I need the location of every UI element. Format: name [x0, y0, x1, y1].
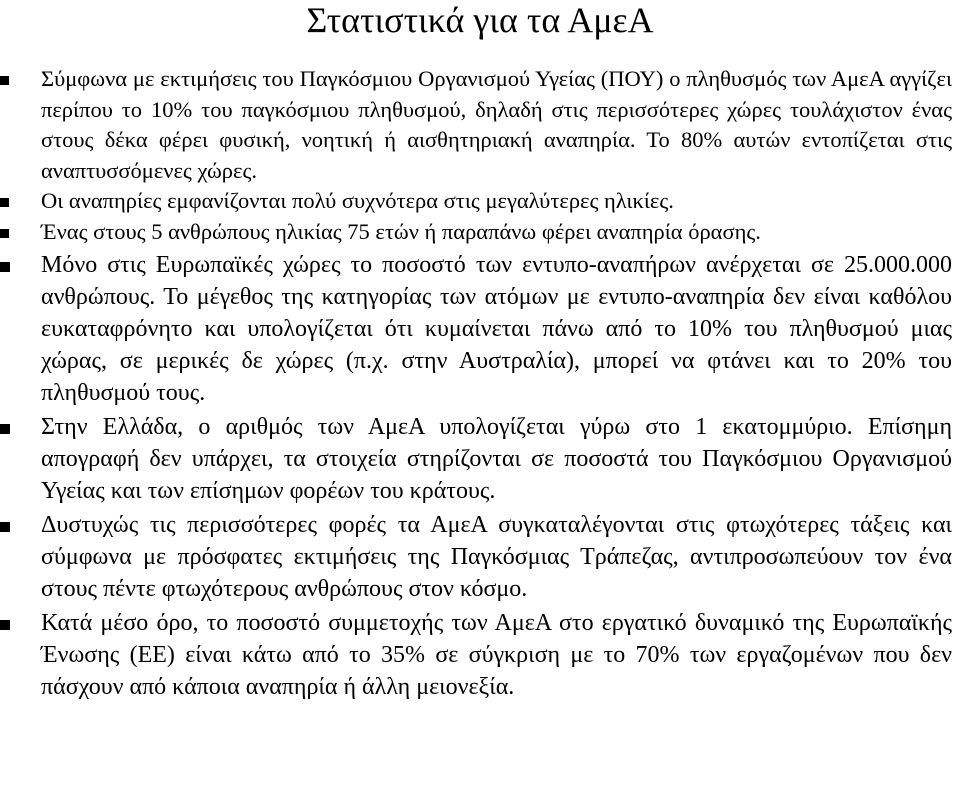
bullet-text: Μόνο στις Ευρωπαϊκές χώρες το ποσοστό των εντυπο-αναπήρων ανέρχεται σε 25.000.000 ανθρώπους. Το μέγεθος της κατηγορίας των ατόμων με εντυπο-αναπηρία δεν είναι καθόλου ευκαταφρόνητο και υπολογίζεται ότι κυμαίνεται πάνω από το 10% του πληθυσμού μιας χώρας, σε μερικές δε χώρες (π.χ. στην Αυστραλία), μπορεί να φτάνει και το 20% του πληθυσμού τους.: [41, 252, 952, 406]
square-bullet-icon: [0, 229, 9, 238]
bullet-item: [0, 186, 960, 217]
bullet-text: Οι αναπηρίες εμφανίζονται πολύ συχνότερα στις μεγαλύτερες ηλικίες.: [41, 188, 674, 213]
square-bullet-icon: [0, 76, 9, 85]
bullet-text: Σύμφωνα με εκτιμήσεις του Παγκόσμιου Οργανισμού Υγείας (ΠΟΥ) ο πληθυσμός των ΑμεΑ αγγίζει περίπου το 10% του παγκόσμιου πληθυσμού, δηλαδή στις περισσότερες χώρες τουλάχιστον ένας στους δέκα φέρει φυσική, νοητική ή αισθητηριακή αναπηρία. Το 80% αυτών εντοπίζεται στις αναπτυσσόμενες χώρες.: [41, 66, 952, 183]
square-bullet-icon: [0, 262, 10, 272]
bullet-text: Δυστυχώς τις περισσότερες φορές τα ΑμεΑ συγκαταλέγονται στις φτωχότερες τάξεις και σύμφωνα με πρόσφατες εκτιμήσεις της Παγκόσμιας Τράπεζας, αντιπροσωπεύουν τον ένα στους πέντε φτωχότερους ανθρώπους στον κόσμο.: [41, 512, 952, 602]
bullet-text: Στην Ελλάδα, ο αριθμός των ΑμεΑ υπολογίζεται γύρω στο 1 εκατομμύριο. Επίσημη απογραφή δεν υπάρχει, τα στοιχεία στηρίζονται σε ποσοστά του Παγκόσμιου Οργανισμού Υγείας και των επίσημων φορέων του κράτους.: [41, 414, 952, 504]
bullet-item: [0, 64, 960, 186]
square-bullet-icon: [0, 424, 10, 434]
bullet-item: [0, 249, 960, 409]
bullet-item: [0, 509, 960, 605]
bullet-item: [0, 607, 960, 703]
square-bullet-icon: [0, 620, 10, 630]
square-bullet-icon: [0, 198, 9, 207]
bullet-item: [0, 217, 960, 248]
square-bullet-icon: [0, 522, 10, 532]
bullet-text: Κατά μέσο όρο, το ποσοστό συμμετοχής των ΑμεΑ στο εργατικό δυναμικό της Ευρωπαϊκής Ένωσης (ΕΕ) είναι κάτω από το 35% σε σύγκριση με το 70% των εργαζομένων που δεν πάσχουν από κάποια αναπηρία ή άλλη μειονεξία.: [41, 610, 952, 700]
slide-title: Στατιστικά για τα ΑμεΑ: [306, 0, 654, 40]
bullet-text: Ένας στους 5 ανθρώπους ηλικίας 75 ετών ή παραπάνω φέρει αναπηρία όρασης.: [41, 218, 761, 244]
bullet-item: [0, 411, 960, 507]
bullet-list: [0, 64, 960, 703]
